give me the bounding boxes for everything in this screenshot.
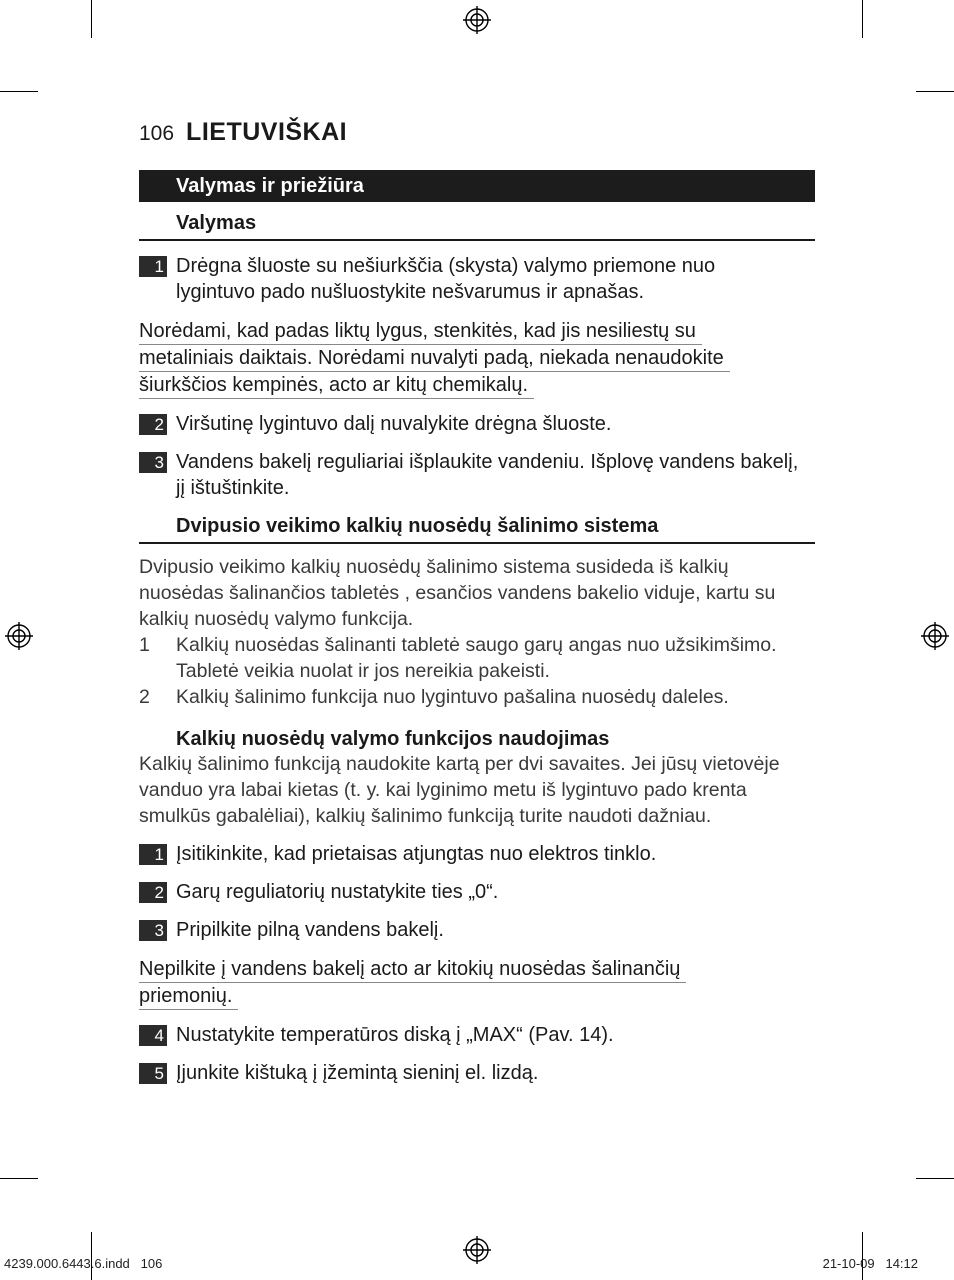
step-text: Pripilkite pilną vandens bakelį. xyxy=(176,919,444,941)
page-number: 106 xyxy=(139,122,175,145)
step-text: Viršutinę lygintuvo dalį nuvalykite drėgna šluoste. xyxy=(176,413,612,435)
step-text: lygintuvo pado nušluostykite nešvarumus ir apnašas. xyxy=(176,281,645,303)
step-text: Garų reguliatorių nustatykite ties „0“. xyxy=(176,881,499,903)
page-content xyxy=(139,170,815,1086)
intro-line: nuosėdas šalinančios tabletės , esančios vandens bakelio viduje, kartu su xyxy=(139,582,776,604)
step-number-badge: 4 xyxy=(139,1025,167,1046)
registration-mark-icon xyxy=(921,622,949,650)
warning-line: metaliniais daiktais. Norėdami nuvalyti padą, niekada nenaudokite xyxy=(139,346,730,372)
list-item xyxy=(139,632,815,684)
descale-warning xyxy=(139,956,815,1010)
page-header xyxy=(139,118,347,147)
intro-line: smulkūs gabalėliai), kalkių šalinimo funkciją turite naudoti dažniau. xyxy=(139,805,712,827)
step-text: jį ištuštinkite. xyxy=(176,477,290,499)
crop-mark xyxy=(0,91,38,92)
descale-system-list xyxy=(139,632,815,710)
descale-use-intro xyxy=(139,751,815,829)
intro-line: Kalkių šalinimo funkciją naudokite kartą per dvi savaites. Jei jūsų vietovėje xyxy=(139,753,780,775)
step-number-badge: 5 xyxy=(139,1063,167,1084)
registration-mark-icon xyxy=(463,6,491,34)
descale-use-heading: Kalkių nuosėdų valymo funkcijos naudojimas xyxy=(176,728,610,750)
warning-line: priemonių. xyxy=(139,984,238,1010)
list-item-number: 1 xyxy=(139,634,150,656)
step-number-badge: 1 xyxy=(139,256,167,277)
list-item-number: 2 xyxy=(139,686,150,708)
step-number-badge: 3 xyxy=(139,920,167,941)
descale-system-intro xyxy=(139,554,815,632)
step-text: Vandens bakelį reguliariai išplaukite vandeniu. Išplovę vandens bakelį, xyxy=(176,451,799,473)
cleaning-step-1 xyxy=(139,253,815,305)
registration-mark-icon xyxy=(5,622,33,650)
step-text: Įsitikinkite, kad prietaisas atjungtas nuo elektros tinklo. xyxy=(176,843,657,865)
crop-mark xyxy=(916,1178,954,1179)
language-title: LIETUVIŠKAI xyxy=(186,118,348,146)
step-number-badge: 1 xyxy=(139,844,167,865)
descale-step-2 xyxy=(139,879,815,905)
step-number-badge: 3 xyxy=(139,452,167,473)
warning-line: šiurkščios kempinės, acto ar kitų chemikalų. xyxy=(139,373,534,399)
step-number-badge: 2 xyxy=(139,882,167,903)
section-title: Valymas ir priežiūra xyxy=(139,170,815,202)
step-number-badge: 2 xyxy=(139,414,167,435)
cleaning-warning xyxy=(139,318,815,399)
cleaning-heading: Valymas xyxy=(139,212,815,241)
crop-mark xyxy=(0,1178,38,1179)
footer-file-name: 4239.000.6443.6.indd 106 xyxy=(4,1256,163,1271)
crop-mark xyxy=(916,91,954,92)
list-item-text: Tabletė veikia nuolat ir jos nereikia pakeisti. xyxy=(176,660,550,682)
list-item xyxy=(139,684,815,710)
list-item-text: Kalkių nuosėdas šalinanti tabletė saugo garų angas nuo užsikimšimo. xyxy=(176,634,777,656)
list-item-text: Kalkių šalinimo funkcija nuo lygintuvo pašalina nuosėdų daleles. xyxy=(176,686,729,708)
intro-line: Dvipusio veikimo kalkių nuosėdų šalinimo sistema susideda iš kalkių xyxy=(139,556,729,578)
step-text: Drėgna šluoste su nešiurkščia (skysta) valymo priemone nuo xyxy=(176,255,716,277)
intro-line: kalkių nuosėdų valymo funkcija. xyxy=(139,608,414,630)
footer-date-time: 21-10-09 14:12 xyxy=(822,1256,918,1271)
crop-mark xyxy=(91,0,92,38)
crop-mark xyxy=(862,0,863,38)
descale-step-5 xyxy=(139,1060,815,1086)
warning-line: Nepilkite į vandens bakelį acto ar kitokių nuosėdas šalinančių xyxy=(139,957,686,983)
step-text: Nustatykite temperatūros diską į „MAX“ (Pav. 14). xyxy=(176,1024,614,1046)
descale-step-3 xyxy=(139,917,815,943)
descale-step-4 xyxy=(139,1022,815,1048)
cleaning-step-2 xyxy=(139,411,815,437)
intro-line: vanduo yra labai kietas (t. y. kai lyginimo metu iš lygintuvo pado krenta xyxy=(139,779,747,801)
descale-step-1 xyxy=(139,841,815,867)
descale-system-heading: Dvipusio veikimo kalkių nuosėdų šalinimo sistema xyxy=(139,515,815,544)
warning-line: Norėdami, kad padas liktų lygus, stenkitės, kad jis nesiliestų su xyxy=(139,319,702,345)
step-text: Įjunkite kištuką į įžemintą sieninį el. lizdą. xyxy=(176,1062,539,1084)
cleaning-step-3 xyxy=(139,449,815,501)
registration-mark-icon xyxy=(463,1236,491,1264)
